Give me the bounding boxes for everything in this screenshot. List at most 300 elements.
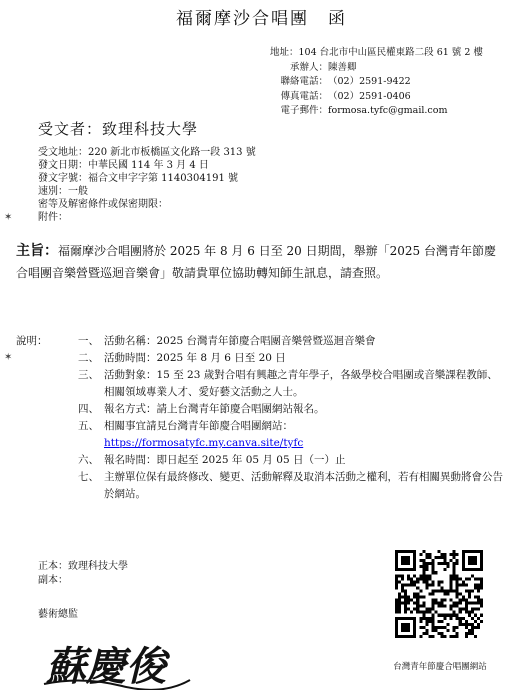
qr-module — [416, 611, 419, 614]
qr-module — [450, 635, 453, 638]
qr-module — [437, 626, 440, 629]
qr-module — [404, 605, 407, 608]
qr-module — [444, 617, 447, 620]
qr-module — [471, 602, 474, 605]
qr-module — [459, 592, 462, 595]
qr-module — [437, 556, 440, 559]
item-text: 活動名稱：2025 台灣青年節慶合唱團音樂營暨巡迴音樂會 — [104, 335, 376, 347]
qr-module — [428, 574, 431, 577]
qr-module — [477, 589, 480, 592]
qr-module — [407, 574, 410, 577]
qr-module — [471, 623, 474, 626]
website-link[interactable]: https://formosatyfc.my.canva.site/tyfc — [104, 437, 304, 449]
meta-speed-row — [38, 185, 256, 198]
qr-module — [437, 562, 440, 565]
qr-module — [437, 632, 440, 635]
qr-module — [410, 583, 413, 586]
qr-module — [456, 592, 459, 595]
qr-module — [407, 602, 410, 605]
qr-module — [431, 599, 434, 602]
qr-module — [453, 550, 456, 553]
qr-module — [456, 562, 459, 565]
qr-module — [428, 562, 431, 565]
qr-module — [480, 614, 483, 617]
qr-module — [422, 617, 425, 620]
item-number: 一、 — [78, 335, 99, 347]
qr-module — [447, 592, 450, 595]
qr-module — [456, 577, 459, 580]
qr-module — [428, 611, 431, 614]
qr-module — [416, 602, 419, 605]
qr-module — [425, 577, 428, 580]
qr-module — [428, 635, 431, 638]
qr-module — [401, 556, 410, 565]
qr-module — [407, 583, 410, 586]
qr-module — [450, 586, 453, 589]
qr-module — [474, 586, 477, 589]
qr-module — [437, 614, 440, 617]
qr-module — [441, 632, 444, 635]
qr-module — [413, 583, 416, 586]
qr-module — [441, 586, 444, 589]
qr-module — [474, 596, 477, 599]
item-text: 報名時間：即日起至 2025 年 05 月 05 日（一）止 — [104, 454, 346, 466]
qr-module — [441, 602, 444, 605]
qr-module — [456, 635, 459, 638]
qr-module — [453, 635, 456, 638]
recipient — [38, 118, 198, 139]
qr-module — [444, 559, 447, 562]
qr-module — [398, 608, 401, 611]
qr-module — [422, 568, 425, 571]
qr-module — [413, 592, 416, 595]
qr-module — [431, 580, 434, 583]
qr-module — [474, 626, 477, 629]
qr-module — [450, 614, 453, 617]
qr-module — [450, 608, 453, 611]
item-number: 二、 — [78, 352, 99, 364]
qr-module — [419, 565, 422, 568]
qr-module — [398, 580, 401, 583]
qr-code[interactable] — [395, 550, 483, 638]
sender-info — [270, 46, 483, 119]
qr-module — [434, 629, 437, 632]
qr-module — [425, 580, 428, 583]
qr-module — [456, 626, 459, 629]
qr-module — [459, 608, 462, 611]
qr-module — [431, 635, 434, 638]
qr-module — [431, 562, 434, 565]
qr-module — [453, 556, 456, 559]
qr-module — [425, 586, 428, 589]
qr-module — [468, 611, 471, 614]
qr-module — [401, 583, 404, 586]
qr-module — [465, 626, 468, 629]
qr-module — [444, 614, 447, 617]
qr-module — [437, 583, 440, 586]
qr-module — [428, 617, 431, 620]
qr-module — [404, 583, 407, 586]
qr-module — [395, 605, 398, 608]
qr-module — [401, 586, 404, 589]
qr-module — [465, 602, 468, 605]
qr-module — [474, 583, 477, 586]
main-copy-label: 正本： — [38, 561, 68, 572]
qr-module — [456, 559, 459, 562]
qr-module — [419, 589, 422, 592]
qr-module — [462, 580, 465, 583]
qr-module — [416, 586, 419, 589]
qr-module — [395, 577, 398, 580]
qr-module — [398, 574, 401, 577]
qr-module — [419, 577, 422, 580]
qr-module — [444, 626, 447, 629]
qr-module — [401, 596, 404, 599]
qr-module — [456, 574, 459, 577]
qr-module — [462, 617, 465, 620]
qr-module — [453, 574, 456, 577]
sender-fax-label: 傳真電話： — [280, 90, 328, 102]
qr-module — [477, 602, 480, 605]
qr-module — [453, 589, 456, 592]
qr-module — [477, 608, 480, 611]
qr-module — [407, 577, 410, 580]
main-copy-row — [38, 560, 128, 574]
qr-module — [474, 635, 477, 638]
qr-module — [450, 553, 453, 556]
item-text: 相關事宜請見台灣青年節慶合唱團網站： — [104, 420, 293, 432]
meta-number-row — [38, 172, 256, 185]
qr-module — [401, 602, 404, 605]
qr-module — [441, 599, 444, 602]
qr-module — [450, 589, 453, 592]
qr-module — [450, 583, 453, 586]
sender-fax: （02）2591-0406 — [328, 90, 411, 102]
qr-module — [468, 614, 471, 617]
qr-module — [413, 608, 416, 611]
qr-module — [398, 602, 401, 605]
qr-module — [447, 589, 450, 592]
qr-module — [465, 605, 468, 608]
qr-module — [422, 571, 425, 574]
qr-module — [413, 602, 416, 605]
qr-module — [425, 583, 428, 586]
qr-module — [431, 565, 434, 568]
qr-module — [441, 620, 444, 623]
qr-module — [425, 562, 428, 565]
qr-module — [444, 553, 447, 556]
qr-module — [401, 574, 404, 577]
qr-module — [431, 583, 434, 586]
qr-module — [416, 580, 419, 583]
qr-module — [419, 574, 422, 577]
qr-module — [441, 589, 444, 592]
qr-module — [431, 629, 434, 632]
item-text: 活動時間：2025 年 8 月 6 日至 20 日 — [104, 352, 286, 364]
qr-module — [471, 611, 474, 614]
qr-module — [410, 577, 413, 580]
subject-text: 福爾摩沙合唱團將於 2025 年 8 月 6 日至 20 日期間，舉辦「2025 台灣青年節慶合唱團音樂營暨巡迴音樂會」敬請貴單位協助轉知師生訊息，請查照。 — [16, 244, 496, 280]
qr-module — [437, 580, 440, 583]
qr-module — [441, 626, 444, 629]
qr-module — [465, 599, 468, 602]
qr-module — [441, 562, 444, 565]
qr-module — [395, 608, 398, 611]
qr-module — [416, 596, 419, 599]
binding-mark: ✶ — [4, 352, 13, 363]
qr-module — [444, 589, 447, 592]
qr-module — [398, 611, 401, 614]
qr-module — [450, 617, 453, 620]
qr-module — [425, 620, 428, 623]
sender-address-row — [270, 46, 483, 61]
qr-module — [395, 602, 398, 605]
item-number: 五、 — [78, 420, 99, 432]
qr-module — [431, 617, 434, 620]
qr-module — [453, 605, 456, 608]
qr-module — [425, 565, 428, 568]
qr-module — [480, 602, 483, 605]
qr-module — [404, 596, 407, 599]
qr-module — [444, 599, 447, 602]
qr-module — [404, 602, 407, 605]
qr-module — [428, 592, 431, 595]
qr-module — [428, 608, 431, 611]
qr-module — [474, 620, 477, 623]
qr-module — [422, 602, 425, 605]
qr-module — [453, 602, 456, 605]
qr-module — [459, 617, 462, 620]
explanation-item — [16, 452, 506, 469]
qr-module — [431, 602, 434, 605]
qr-module — [468, 556, 477, 565]
qr-module — [422, 577, 425, 580]
qr-module — [465, 623, 468, 626]
qr-module — [468, 623, 471, 626]
qr-module — [480, 583, 483, 586]
qr-module — [471, 608, 474, 611]
qr-module — [444, 556, 447, 559]
recipient-label: 受文者： — [38, 120, 103, 138]
qr-module — [459, 620, 462, 623]
qr-module — [398, 592, 401, 595]
qr-caption: 台灣青年節慶合唱團網站 — [393, 662, 487, 672]
qr-module — [437, 550, 440, 553]
qr-module — [419, 635, 422, 638]
recipient-value: 致理科技大學 — [102, 120, 199, 138]
qr-module — [468, 596, 471, 599]
qr-module — [398, 596, 401, 599]
qr-module — [437, 605, 440, 608]
meta-address: 220 新北市板橋區文化路一段 313 號 — [88, 147, 256, 158]
qr-module — [404, 589, 407, 592]
qr-module — [480, 580, 483, 583]
qr-module — [428, 583, 431, 586]
qr-module — [453, 626, 456, 629]
subject — [16, 240, 506, 284]
qr-module — [450, 605, 453, 608]
qr-module — [474, 614, 477, 617]
meta-speed-label: 速別： — [38, 186, 68, 197]
qr-module — [441, 605, 444, 608]
qr-module — [450, 580, 453, 583]
meta-date-label: 發文日期： — [38, 160, 88, 171]
sender-email-label: 電子郵件： — [280, 105, 328, 117]
qr-module — [395, 574, 398, 577]
explanation-item — [16, 333, 506, 350]
qr-module — [453, 629, 456, 632]
qr-module — [471, 626, 474, 629]
qr-module — [395, 583, 398, 586]
qr-module — [428, 620, 431, 623]
qr-module — [456, 596, 459, 599]
sender-phone: （02）2591-9422 — [328, 76, 411, 88]
qr-module — [459, 577, 462, 580]
qr-module — [456, 617, 459, 620]
qr-module — [425, 629, 428, 632]
item-number: 七、 — [78, 471, 99, 483]
meta-speed: 一般 — [68, 186, 88, 197]
qr-module — [431, 620, 434, 623]
qr-module — [465, 632, 468, 635]
qr-module — [413, 596, 416, 599]
qr-module — [401, 623, 410, 632]
qr-module — [425, 617, 428, 620]
qr-module — [447, 623, 450, 626]
sender-email-row — [270, 104, 483, 119]
qr-module — [441, 556, 444, 559]
qr-module — [441, 553, 444, 556]
qr-module — [425, 556, 428, 559]
qr-module — [453, 571, 456, 574]
copies — [38, 560, 128, 588]
qr-module — [459, 611, 462, 614]
qr-module — [453, 568, 456, 571]
secondary-copy-row — [38, 574, 128, 588]
qr-module — [425, 574, 428, 577]
qr-module — [422, 626, 425, 629]
qr-module — [456, 586, 459, 589]
qr-module — [465, 608, 468, 611]
qr-module — [459, 623, 462, 626]
qr-module — [398, 605, 401, 608]
qr-module — [465, 583, 468, 586]
qr-module — [471, 589, 474, 592]
qr-module — [437, 589, 440, 592]
meta-attach-row — [38, 211, 256, 224]
qr-module — [434, 611, 437, 614]
qr-module — [431, 614, 434, 617]
explanation-item — [16, 469, 506, 503]
qr-module — [480, 586, 483, 589]
qr-module — [407, 608, 410, 611]
qr-module — [422, 611, 425, 614]
qr-module — [450, 577, 453, 580]
qr-module — [419, 605, 422, 608]
qr-module — [404, 611, 407, 614]
qr-module — [413, 574, 416, 577]
meta-secret-row — [38, 198, 256, 211]
qr-module — [419, 617, 422, 620]
signature-image — [42, 628, 192, 690]
qr-module — [437, 620, 440, 623]
qr-module — [474, 577, 477, 580]
qr-module — [395, 611, 398, 614]
qr-module — [468, 602, 471, 605]
qr-module — [416, 599, 419, 602]
document-meta — [38, 146, 256, 224]
sender-phone-row — [270, 75, 483, 90]
qr-module — [431, 559, 434, 562]
meta-attach-label: 附件： — [38, 212, 68, 223]
qr-module — [468, 577, 471, 580]
qr-module — [437, 602, 440, 605]
qr-module — [422, 605, 425, 608]
qr-module — [431, 592, 434, 595]
qr-module — [431, 623, 434, 626]
qr-module — [431, 626, 434, 629]
qr-module — [453, 577, 456, 580]
item-number: 四、 — [78, 403, 99, 415]
qr-module — [422, 574, 425, 577]
qr-module — [456, 605, 459, 608]
qr-module — [444, 592, 447, 595]
qr-module — [480, 620, 483, 623]
qr-module — [471, 632, 474, 635]
qr-module — [401, 577, 404, 580]
qr-module — [434, 599, 437, 602]
qr-module — [456, 602, 459, 605]
sender-fax-row — [270, 90, 483, 105]
binding-mark: ✶ — [4, 212, 13, 223]
qr-module — [428, 577, 431, 580]
explanation — [16, 333, 506, 503]
qr-module — [474, 602, 477, 605]
qr-module — [422, 562, 425, 565]
qr-module — [462, 599, 465, 602]
meta-address-row — [38, 146, 256, 159]
explanation-item — [16, 418, 506, 452]
qr-module — [444, 568, 447, 571]
item-number: 六、 — [78, 454, 99, 466]
qr-module — [444, 635, 447, 638]
qr-module — [431, 568, 434, 571]
qr-module — [465, 611, 468, 614]
meta-address-label: 受文地址： — [38, 147, 88, 158]
item-number: 三、 — [78, 369, 99, 381]
qr-module — [450, 574, 453, 577]
qr-module — [447, 562, 450, 565]
qr-module — [480, 605, 483, 608]
sender-handler-label: 承辦人： — [289, 61, 328, 73]
qr-module — [471, 629, 474, 632]
qr-module — [453, 611, 456, 614]
qr-module — [398, 599, 401, 602]
qr-module — [404, 599, 407, 602]
qr-module — [447, 629, 450, 632]
qr-module — [410, 580, 413, 583]
explanation-label: 說明： — [16, 335, 48, 347]
qr-module — [468, 632, 471, 635]
qr-module — [471, 617, 474, 620]
qr-module — [477, 596, 480, 599]
meta-number-label: 發文字號： — [38, 173, 88, 184]
item-text: 主辦單位保有最終修改、變更、活動解釋及取消本活動之權利，若有相關異動將會公告於網站。 — [104, 471, 503, 500]
qr-module — [441, 635, 444, 638]
document-title: 福爾摩沙合唱團 函 — [176, 9, 347, 29]
qr-module — [425, 632, 428, 635]
qr-module — [456, 614, 459, 617]
